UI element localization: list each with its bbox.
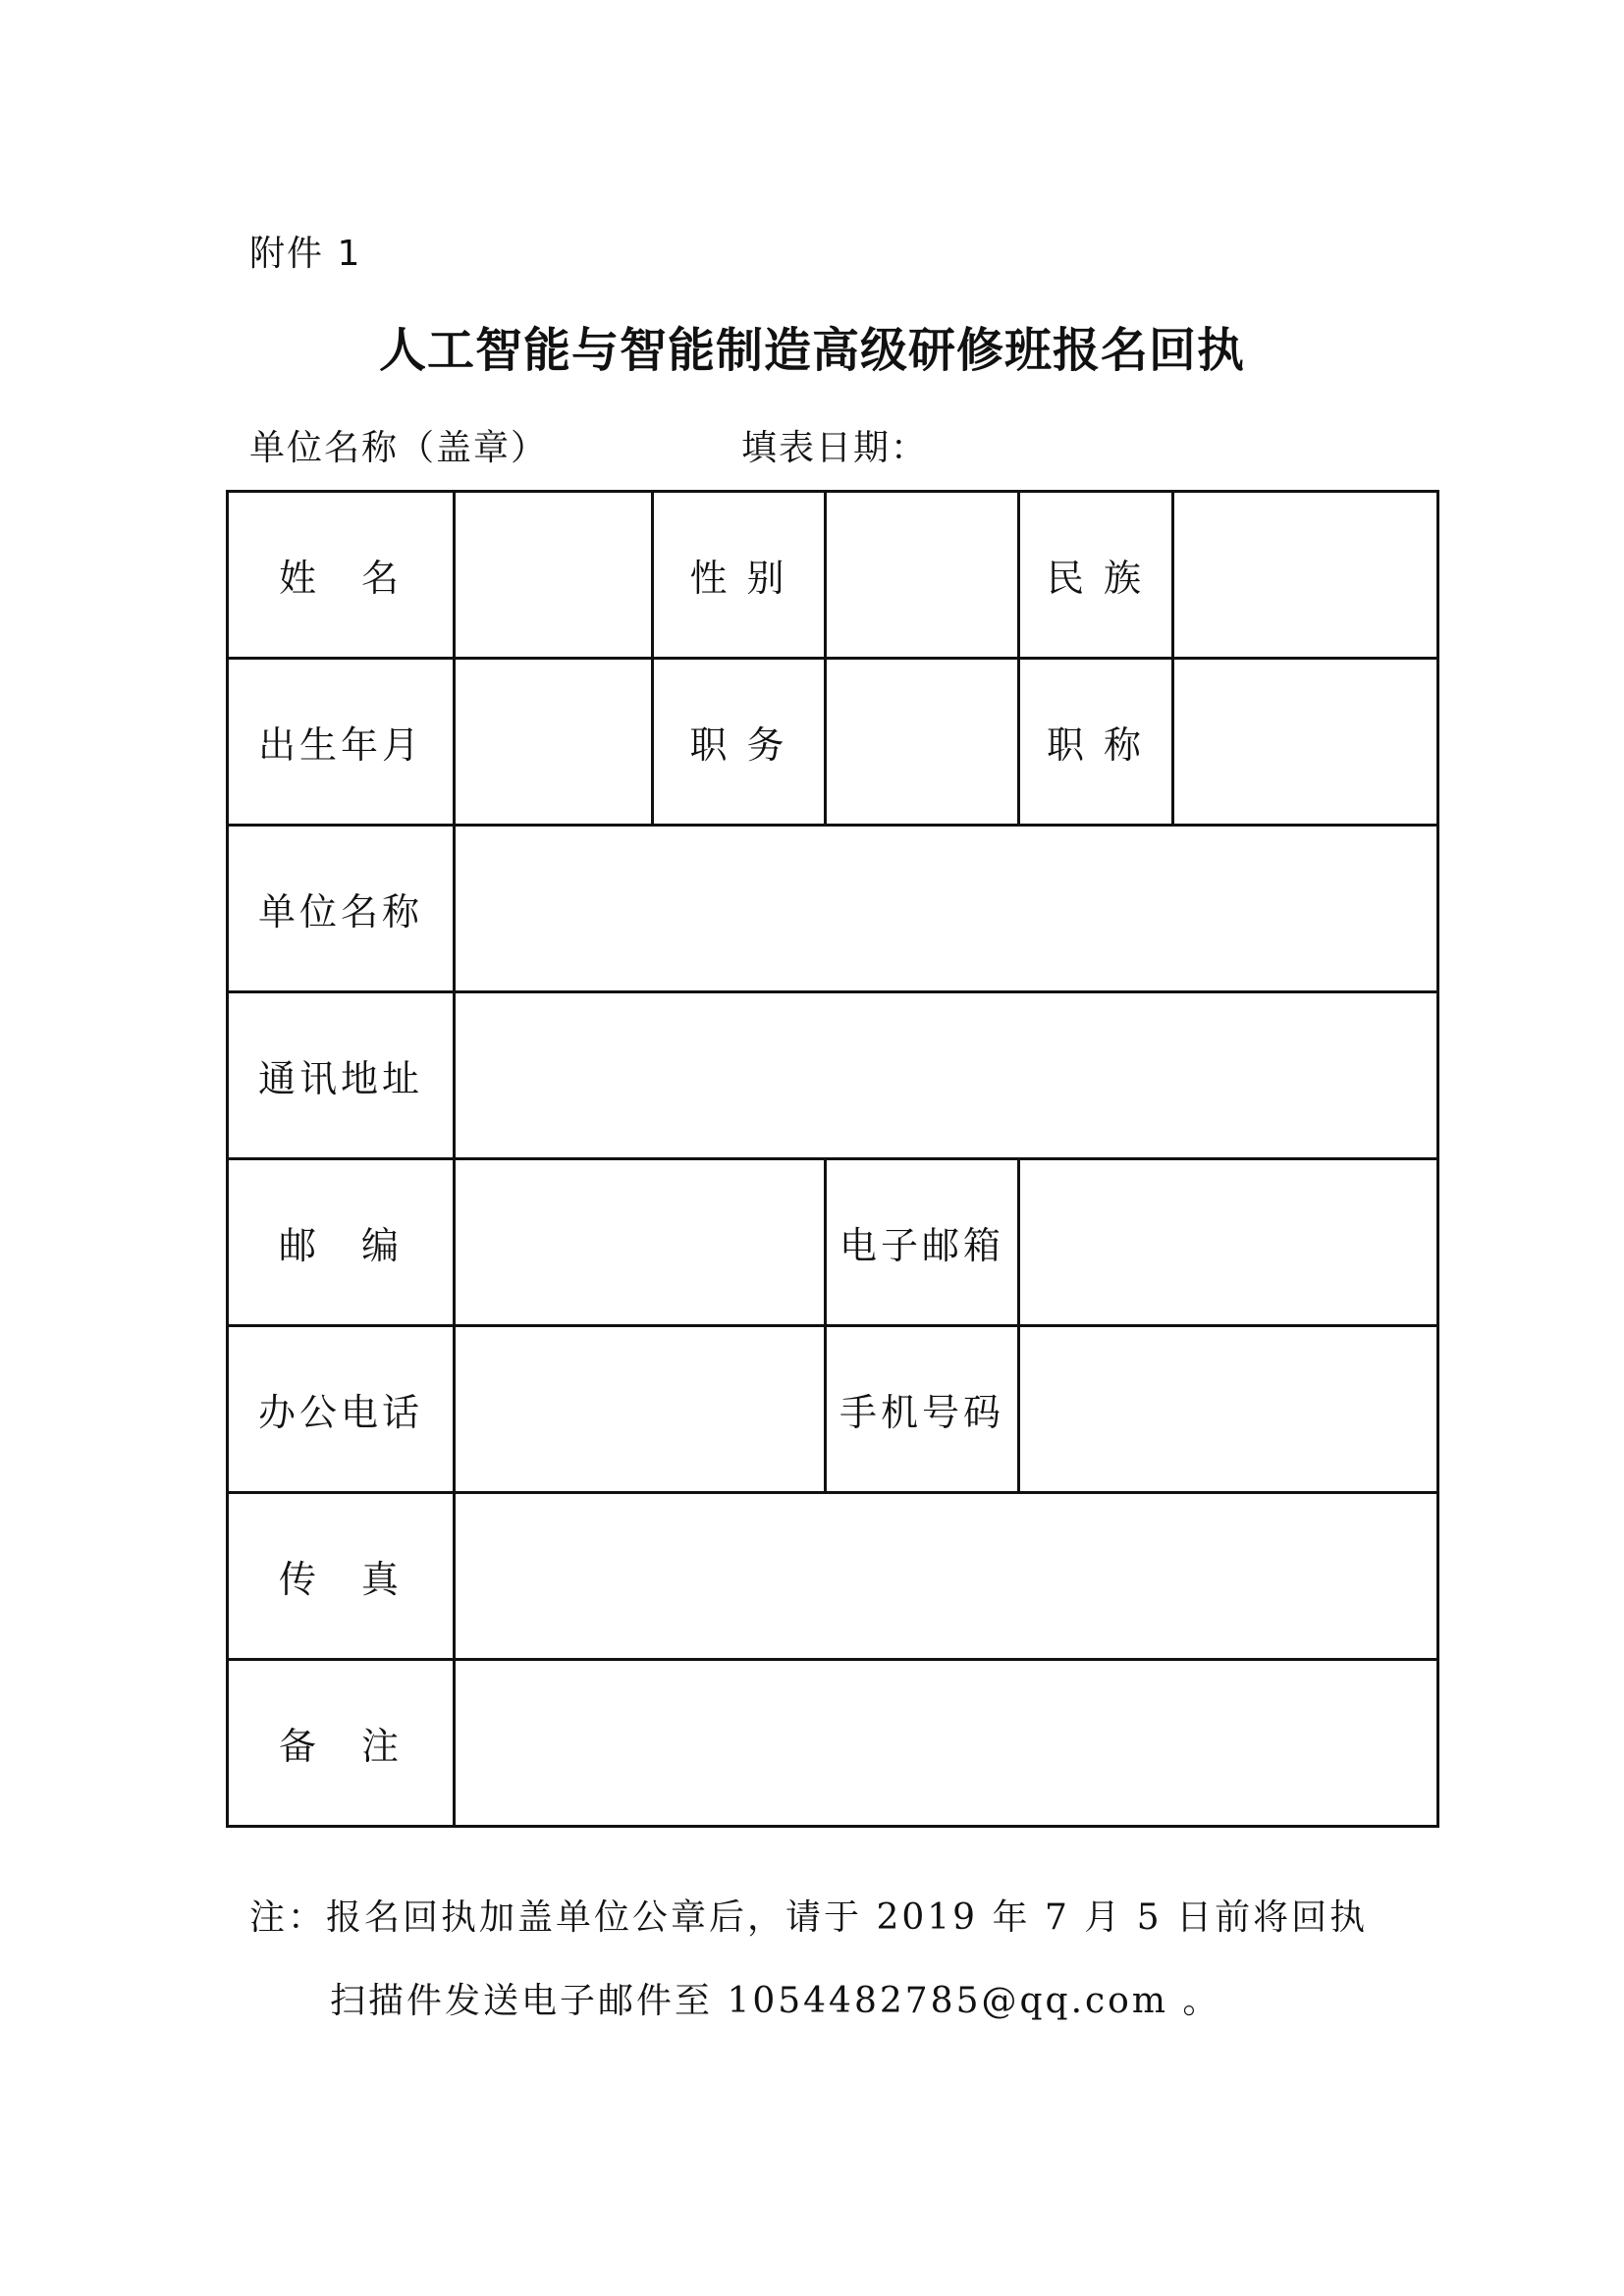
input-title[interactable] bbox=[1173, 659, 1438, 826]
input-postcode[interactable] bbox=[455, 1159, 826, 1326]
table-row bbox=[228, 1493, 1438, 1660]
note-line-1: 注：报名回执加盖单位公章后，请于 2019 年 7 月 5 日前将回执 bbox=[249, 1897, 1369, 1938]
input-ethnicity[interactable] bbox=[1173, 492, 1438, 659]
label-email: 电子邮箱 bbox=[826, 1159, 1019, 1326]
input-mobile[interactable] bbox=[1019, 1326, 1438, 1493]
input-fax[interactable] bbox=[455, 1493, 1438, 1660]
label-mobile: 手机号码 bbox=[826, 1326, 1019, 1493]
label-birth: 出生年月 bbox=[228, 659, 455, 826]
table-row bbox=[228, 992, 1438, 1159]
label-position: 职 务 bbox=[653, 659, 826, 826]
label-fax: 传 真 bbox=[228, 1493, 455, 1660]
registration-form-table bbox=[226, 490, 1439, 1828]
unit-stamp-label: 单位名称（盖章） bbox=[249, 428, 549, 468]
label-remarks: 备 注 bbox=[228, 1660, 455, 1827]
input-birth[interactable] bbox=[455, 659, 653, 826]
label-title: 职 称 bbox=[1019, 659, 1173, 826]
input-name[interactable] bbox=[455, 492, 653, 659]
table-row bbox=[228, 659, 1438, 826]
table-row bbox=[228, 1159, 1438, 1326]
label-ethnicity: 民 族 bbox=[1019, 492, 1173, 659]
input-gender[interactable] bbox=[826, 492, 1019, 659]
table-row bbox=[228, 492, 1438, 659]
label-unit: 单位名称 bbox=[228, 826, 455, 992]
fill-date-label: 填表日期： bbox=[741, 428, 929, 468]
label-name: 姓 名 bbox=[228, 492, 455, 659]
note-line-2: 扫描件发送电子邮件至 1054482785@qq.com 。 bbox=[330, 1981, 1221, 2021]
attachment-label: 附件 1 bbox=[249, 234, 362, 274]
label-postcode: 邮 编 bbox=[228, 1159, 455, 1326]
input-office-phone[interactable] bbox=[455, 1326, 826, 1493]
input-unit[interactable] bbox=[455, 826, 1438, 992]
input-position[interactable] bbox=[826, 659, 1019, 826]
input-remarks[interactable] bbox=[455, 1660, 1438, 1827]
table-row bbox=[228, 826, 1438, 992]
label-office-phone: 办公电话 bbox=[228, 1326, 455, 1493]
label-gender: 性 别 bbox=[653, 492, 826, 659]
input-address[interactable] bbox=[455, 992, 1438, 1159]
table-row bbox=[228, 1660, 1438, 1827]
label-address: 通讯地址 bbox=[228, 992, 455, 1159]
input-email[interactable] bbox=[1019, 1159, 1438, 1326]
page-title: 人工智能与智能制造高级研修班报名回执 bbox=[378, 323, 1245, 378]
table-row bbox=[228, 1326, 1438, 1493]
